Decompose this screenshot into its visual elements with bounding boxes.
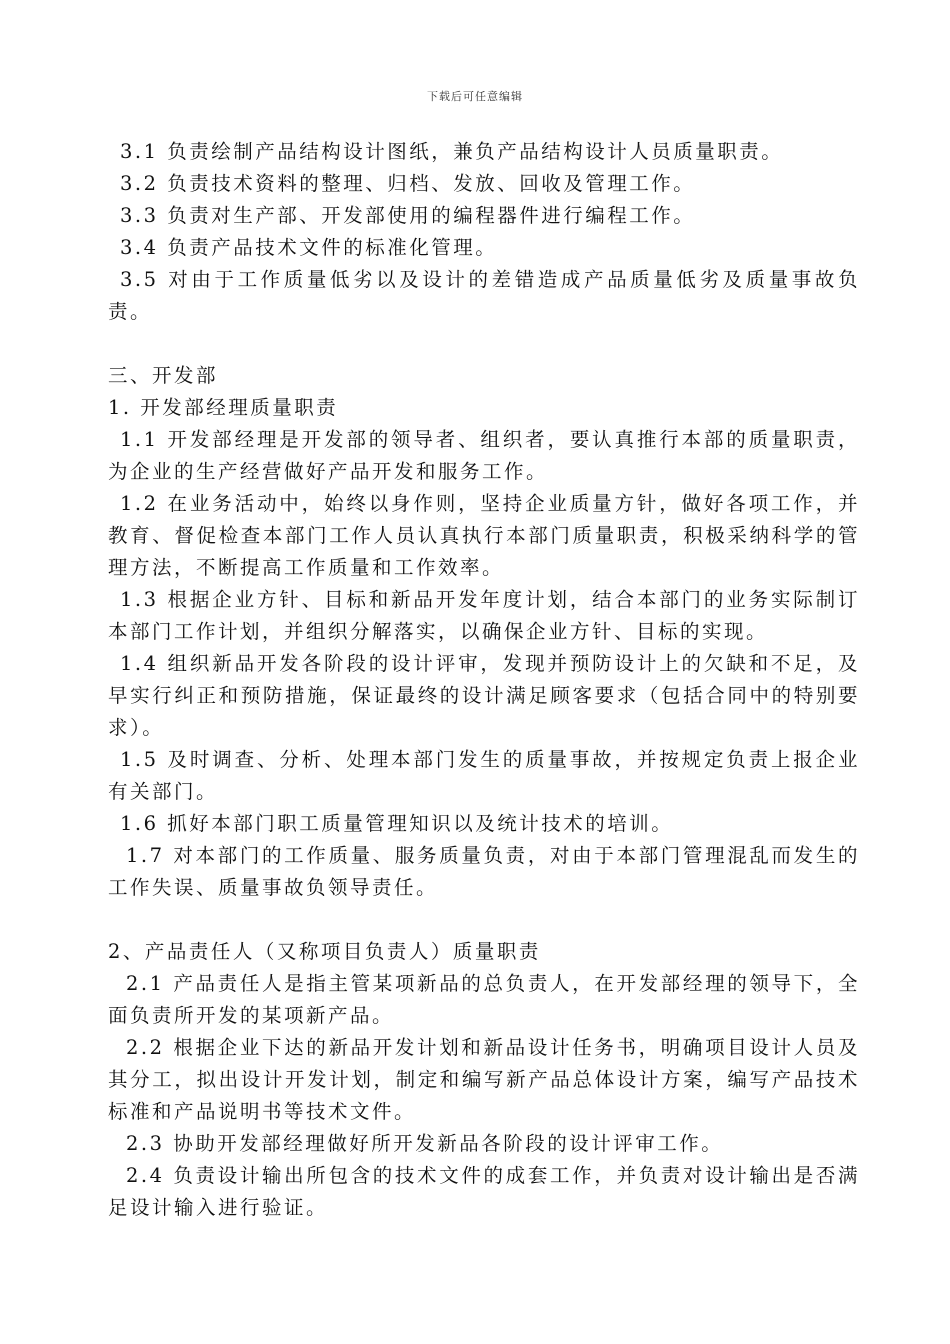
- clause-1-6: 1.6 抓好本部门职工质量管理知识以及统计技术的培训。: [120, 812, 674, 835]
- clause-2-1: 2.1 产品责任人是指主管某项新品的总负责人，在开发部经理的领导下，全面负责所开发的某项新产品。: [108, 972, 860, 1027]
- document-body: [108, 136, 860, 1224]
- clause-1-5: 1.5 及时调查、分析、处理本部门发生的质量事故，并按规定负责上报企业有关部门。: [108, 748, 860, 803]
- clause-2-3: 2.3 协助开发部经理做好所开发新品各阶段的设计评审工作。: [126, 1132, 724, 1155]
- clause-1-7: 1.7 对本部门的工作质量、服务质量负责，对由于本部门管理混乱而发生的工作失误、质量事故负领导责任。: [108, 844, 860, 899]
- clause-2-2: 2.2 根据企业下达的新品开发计划和新品设计任务书，明确项目设计人员及其分工，拟出设计开发计划，制定和编写新产品总体设计方案，编写产品技术标准和产品说明书等技术文件。: [108, 1036, 860, 1123]
- paragraph-gap: [108, 904, 860, 936]
- section-title-dev: 三、开发部: [108, 364, 219, 387]
- clause-3-3: 3.3 负责对生产部、开发部使用的编程器件进行编程工作。: [120, 204, 696, 227]
- clause-3-4: 3.4 负责产品技术文件的标准化管理。: [120, 236, 498, 259]
- subheading-product-lead: 2、产品责任人（又称项目负责人）质量职责: [108, 940, 541, 963]
- header-note: 下载后可任意编辑: [427, 90, 523, 103]
- clause-1-4: 1.4 组织新品开发各阶段的设计评审，发现并预防设计上的欠缺和不足，及早实行纠正和预防措施，保证最终的设计满足顾客要求（包括合同中的特别要求）。: [108, 652, 860, 739]
- clause-1-2: 1.2 在业务活动中，始终以身作则，坚持企业质量方针，做好各项工作，并教育、督促检查本部门工作人员认真执行本部门质量职责，积极采纳科学的管理方法，不断提高工作质量和工作效率。: [108, 492, 860, 579]
- clause-3-2: 3.2 负责技术资料的整理、归档、发放、回收及管理工作。: [120, 172, 696, 195]
- subheading-manager: 1. 开发部经理质量职责: [108, 396, 339, 419]
- clause-1-1: 1.1 开发部经理是开发部的领导者、组织者，要认真推行本部的质量职责，为企业的生产经营做好产品开发和服务工作。: [108, 428, 860, 483]
- clause-3-5: 3.5 对由于工作质量低劣以及设计的差错造成产品质量低劣及质量事故负责。: [108, 268, 860, 323]
- paragraph-gap: [108, 328, 860, 360]
- clause-2-4: 2.4 负责设计输出所包含的技术文件的成套工作，并负责对设计输出是否满足设计输入进行验证。: [108, 1164, 860, 1219]
- clause-1-3: 1.3 根据企业方针、目标和新品开发年度计划，结合本部门的业务实际制订本部门工作计划，并组织分解落实，以确保企业方针、目标的实现。: [108, 588, 860, 643]
- clause-3-1: 3.1 负责绘制产品结构设计图纸，兼负产品结构设计人员质量职责。: [120, 140, 784, 163]
